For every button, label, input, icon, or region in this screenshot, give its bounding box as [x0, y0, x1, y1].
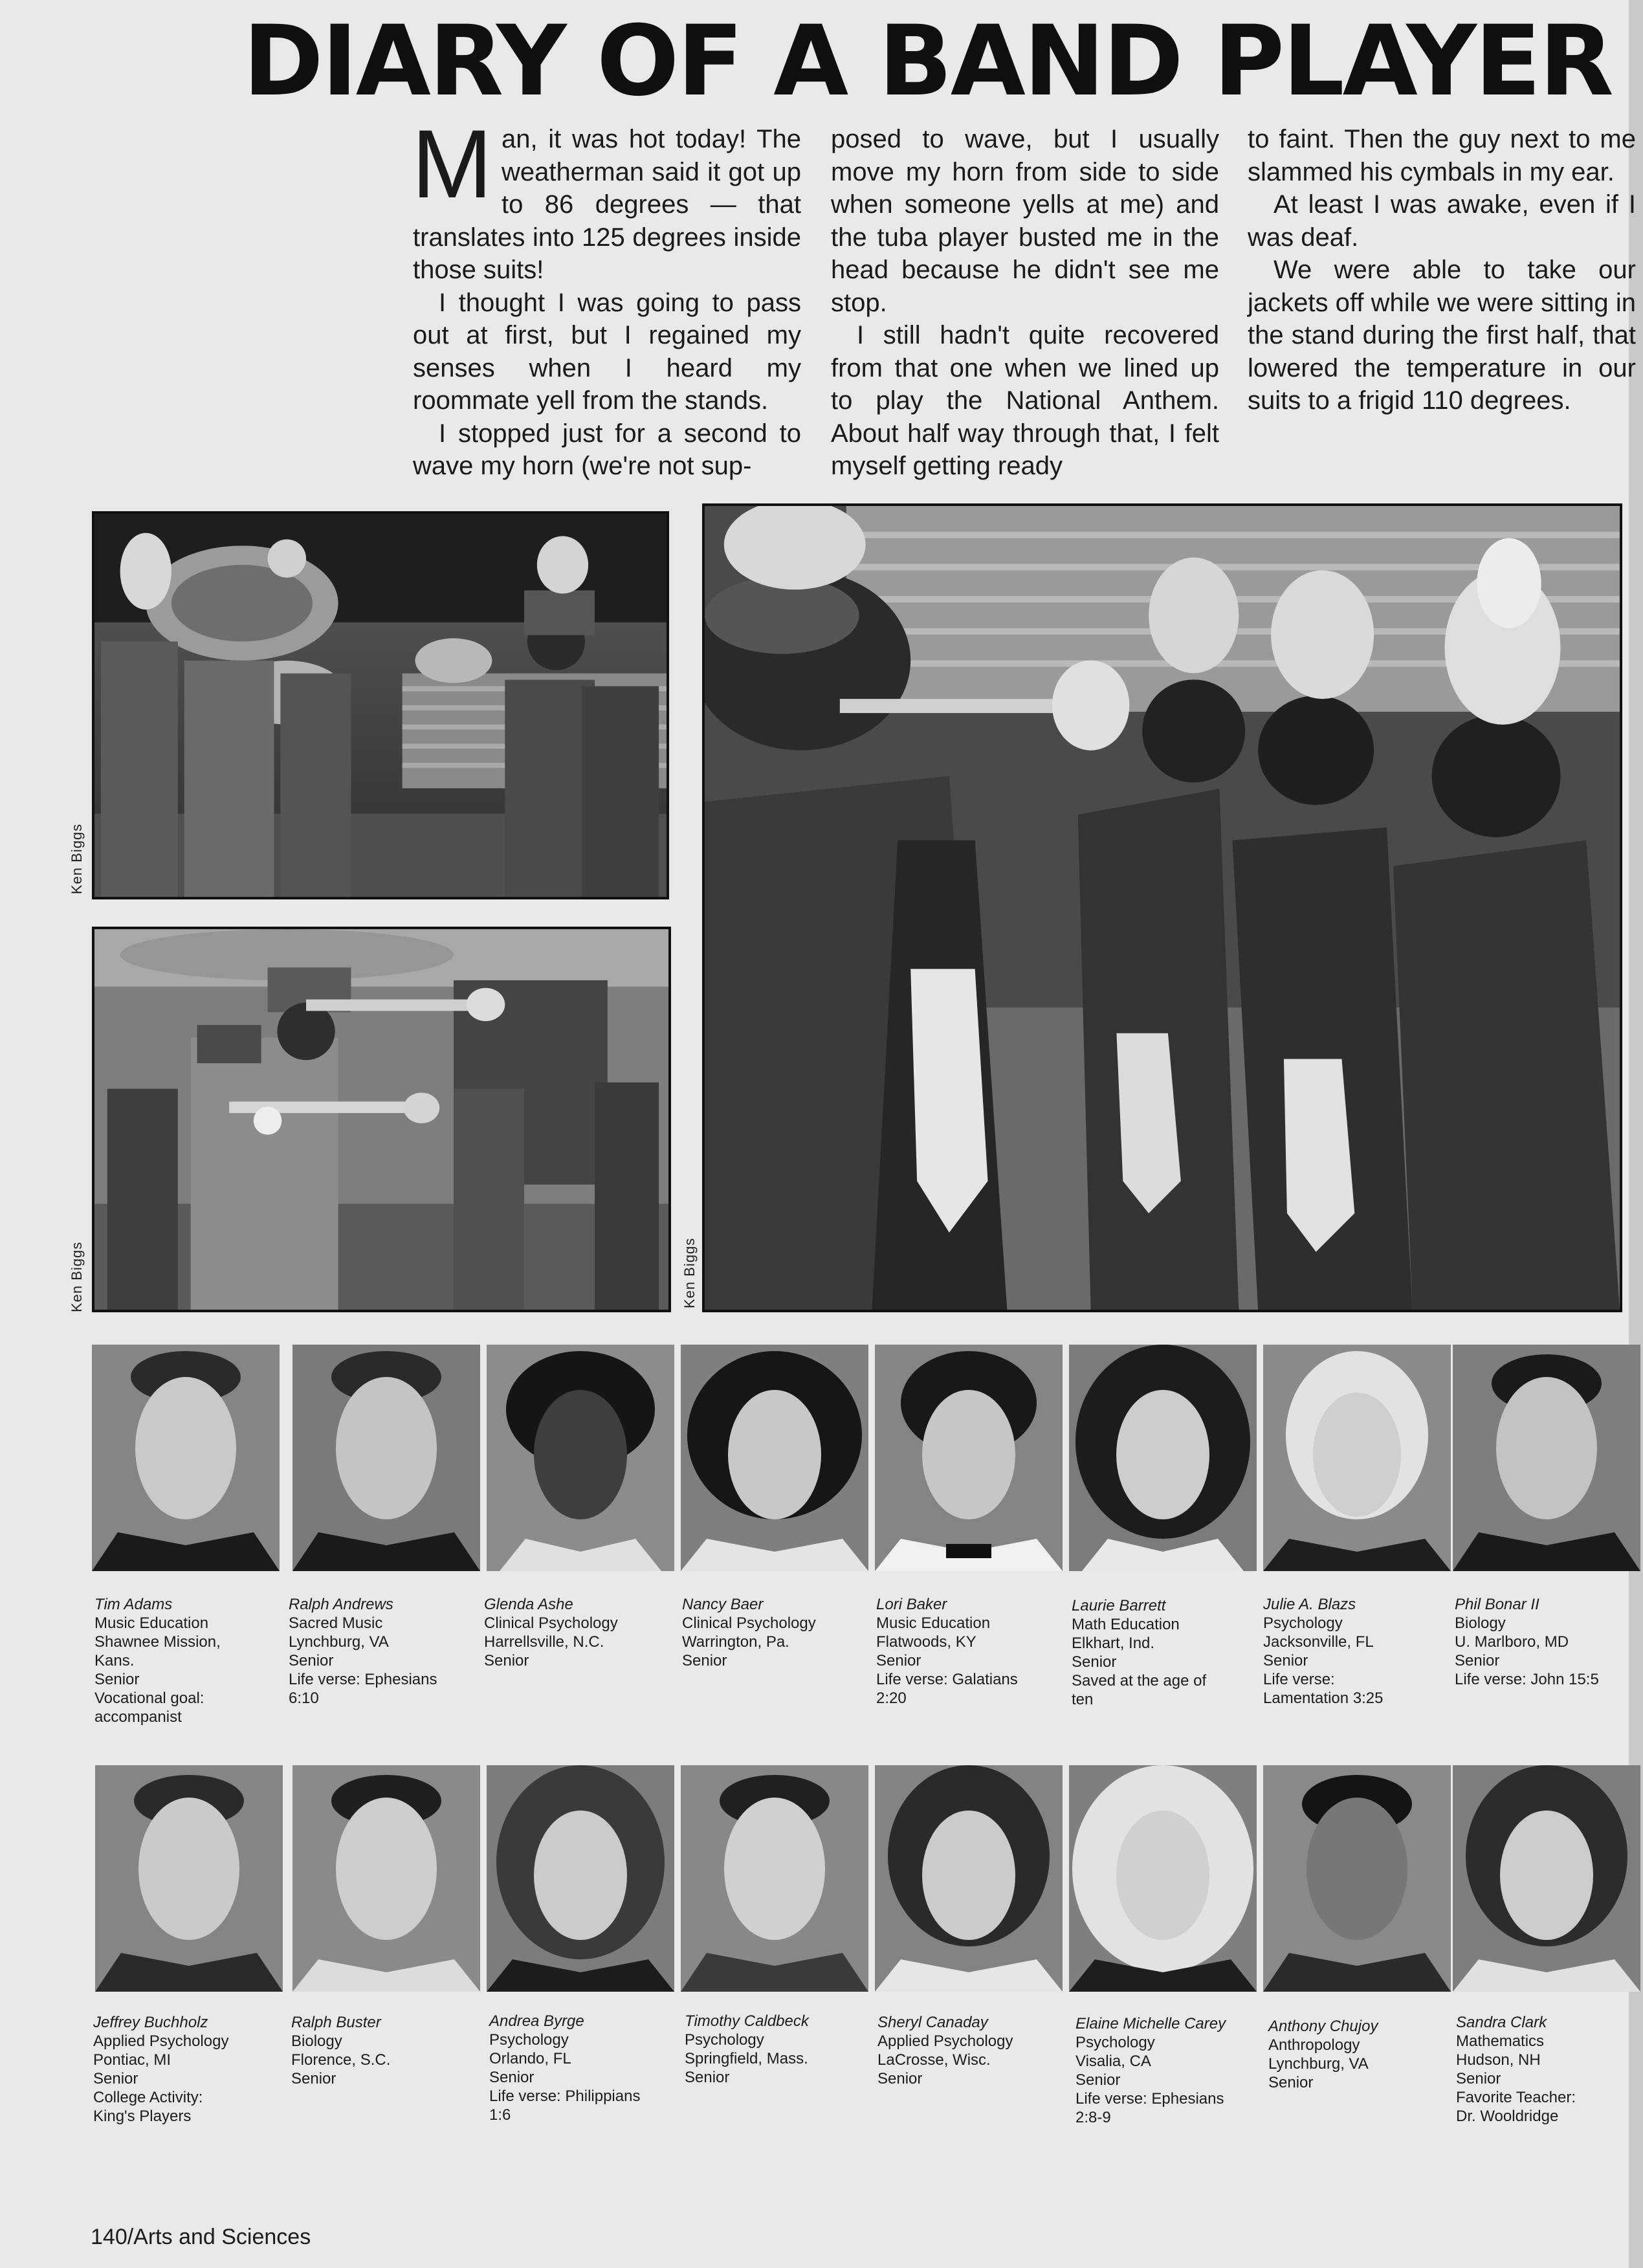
student-portrait: [487, 1345, 674, 1571]
article-column-3: [1248, 123, 1636, 417]
student-name: Nancy Baer: [682, 1596, 764, 1613]
student-portrait: [875, 1345, 1063, 1571]
student-name: Laurie Barrett: [1072, 1597, 1166, 1614]
student-portrait: [92, 1345, 280, 1571]
article-column-2: [831, 123, 1219, 483]
band-photo-closeup: [702, 503, 1622, 1312]
student-caption: Sandra Clark Mathematics Hudson, NH Senior Favorite Teacher: Dr. Wooldridge: [1456, 2013, 1624, 2126]
student-name: Sandra Clark: [1456, 2014, 1547, 2031]
article-paragraph: At least I was awake, even if I was deaf.: [1248, 190, 1636, 252]
student-caption: Julie A. Blazs Psychology Jacksonville, FL Senior Life verse: Lamentation 3:25: [1263, 1595, 1457, 1708]
student-portrait: [1263, 1765, 1451, 1992]
student-name: Julie A. Blazs: [1263, 1596, 1356, 1613]
article-body: [412, 109, 1636, 485]
article-paragraph: I still hadn't quite recovered from that one when we lined up to play the National Anthem. About half way through that, I felt myself getting ready: [831, 321, 1219, 480]
article-paragraph: posed to wave, but I usually move my horn from side to side when someone yells at me) and the tuba player busted me in the head because he didn't see me stop.: [831, 125, 1219, 317]
student-portrait: [1453, 1765, 1640, 1992]
student-name: Glenda Ashe: [484, 1596, 573, 1613]
student-caption: Ralph Buster Biology Florence, S.C. Senior: [291, 2013, 485, 2088]
student-name: Lori Baker: [876, 1596, 947, 1613]
student-caption: Nancy Baer Clinical Psychology Warrington, Pa. Senior: [682, 1595, 876, 1670]
student-caption: Andrea Byrge Psychology Orlando, FL Senior Life verse: Philippians 1:6: [489, 2012, 683, 2124]
student-portrait: [292, 1765, 480, 1992]
student-name: Ralph Buster: [291, 2014, 381, 2031]
student-portrait: [487, 1765, 674, 1992]
student-caption: Sheryl Canaday Applied Psychology LaCrosse, Wisc. Senior: [877, 2013, 1072, 2088]
student-portrait: [292, 1345, 480, 1571]
student-portrait: [1263, 1345, 1451, 1571]
band-photo-tubas: [92, 511, 669, 899]
student-portrait: [1069, 1345, 1257, 1571]
student-name: Phil Bonar II: [1455, 1596, 1539, 1613]
student-caption: Phil Bonar II Biology U. Marlboro, MD Senior Life verse: John 15:5: [1455, 1595, 1623, 1689]
student-name: Tim Adams: [94, 1596, 173, 1613]
photo-credit: Ken Biggs: [69, 823, 85, 894]
student-portrait: [1069, 1765, 1257, 1992]
student-portrait: [681, 1765, 868, 1992]
student-portrait: [95, 1765, 283, 1992]
band-photo-trumpets: [92, 927, 671, 1312]
article-column-1: [412, 109, 801, 483]
student-caption: Lori Baker Music Education Flatwoods, KY Senior Life verse: Galatians 2:20: [876, 1595, 1070, 1708]
student-caption: Timothy Caldbeck Psychology Springfield, Mass. Senior: [685, 2012, 879, 2087]
student-name: Jeffrey Buchholz: [93, 2014, 208, 2031]
student-name: Andrea Byrge: [489, 2012, 584, 2030]
student-name: Sheryl Canaday: [877, 2014, 988, 2031]
article-paragraph: to faint. Then the guy next to me slammed his cymbals in my ear.: [1248, 125, 1636, 186]
student-caption: Anthony Chujoy Anthropology Lynchburg, VA Senior: [1268, 2017, 1462, 2092]
student-caption: Elaine Michelle Carey Psychology Visalia, CA Senior Life verse: Ephesians 2:8-9: [1075, 2014, 1270, 2127]
student-portrait: [681, 1345, 868, 1571]
student-caption: Jeffrey Buchholz Applied Psychology Pontiac, MI Senior College Activity: King's Players: [93, 2013, 287, 2126]
article-paragraph: I stopped just for a second to wave my horn (we're not sup-: [413, 419, 801, 480]
student-name: Elaine Michelle Carey: [1075, 2015, 1226, 2032]
student-name: Ralph Andrews: [289, 1596, 393, 1613]
student-portrait: [875, 1765, 1063, 1992]
article-paragraph: I thought I was going to pass out at first, but I regained my senses when I heard my roommate yell from the stands.: [413, 288, 801, 415]
page-footer: 140/Arts and Sciences: [91, 2225, 311, 2249]
page-title: DIARY OF A BAND PLAYER: [243, 5, 1612, 118]
student-caption: Glenda Ashe Clinical Psychology Harrellsville, N.C. Senior: [484, 1595, 678, 1670]
article-paragraph: We were able to take our jackets off while we were sitting in the stand during the first half, that lowered the temperature in our suits to a frigid 110 degrees.: [1248, 256, 1636, 415]
student-name: Anthony Chujoy: [1268, 2018, 1378, 2035]
student-portrait: [1453, 1345, 1640, 1571]
student-name: Timothy Caldbeck: [685, 2012, 809, 2030]
photo-credit: Ken Biggs: [69, 1241, 85, 1312]
student-caption: Tim Adams Music Education Shawnee Mission, Kans. Senior Vocational goal: accompanist: [94, 1595, 289, 1726]
drop-cap: M: [412, 109, 492, 218]
article-paragraph: Man, it was hot today! The weatherman said it got up to 86 degrees — that translates into 125 degrees inside those suits!: [412, 109, 801, 284]
photo-credit: Ken Biggs: [681, 1237, 698, 1308]
student-caption: Laurie Barrett Math Education Elkhart, Ind. Senior Saved at the age of ten: [1072, 1596, 1266, 1709]
student-caption: Ralph Andrews Sacred Music Lynchburg, VA Senior Life verse: Ephesians 6:10: [289, 1595, 483, 1708]
